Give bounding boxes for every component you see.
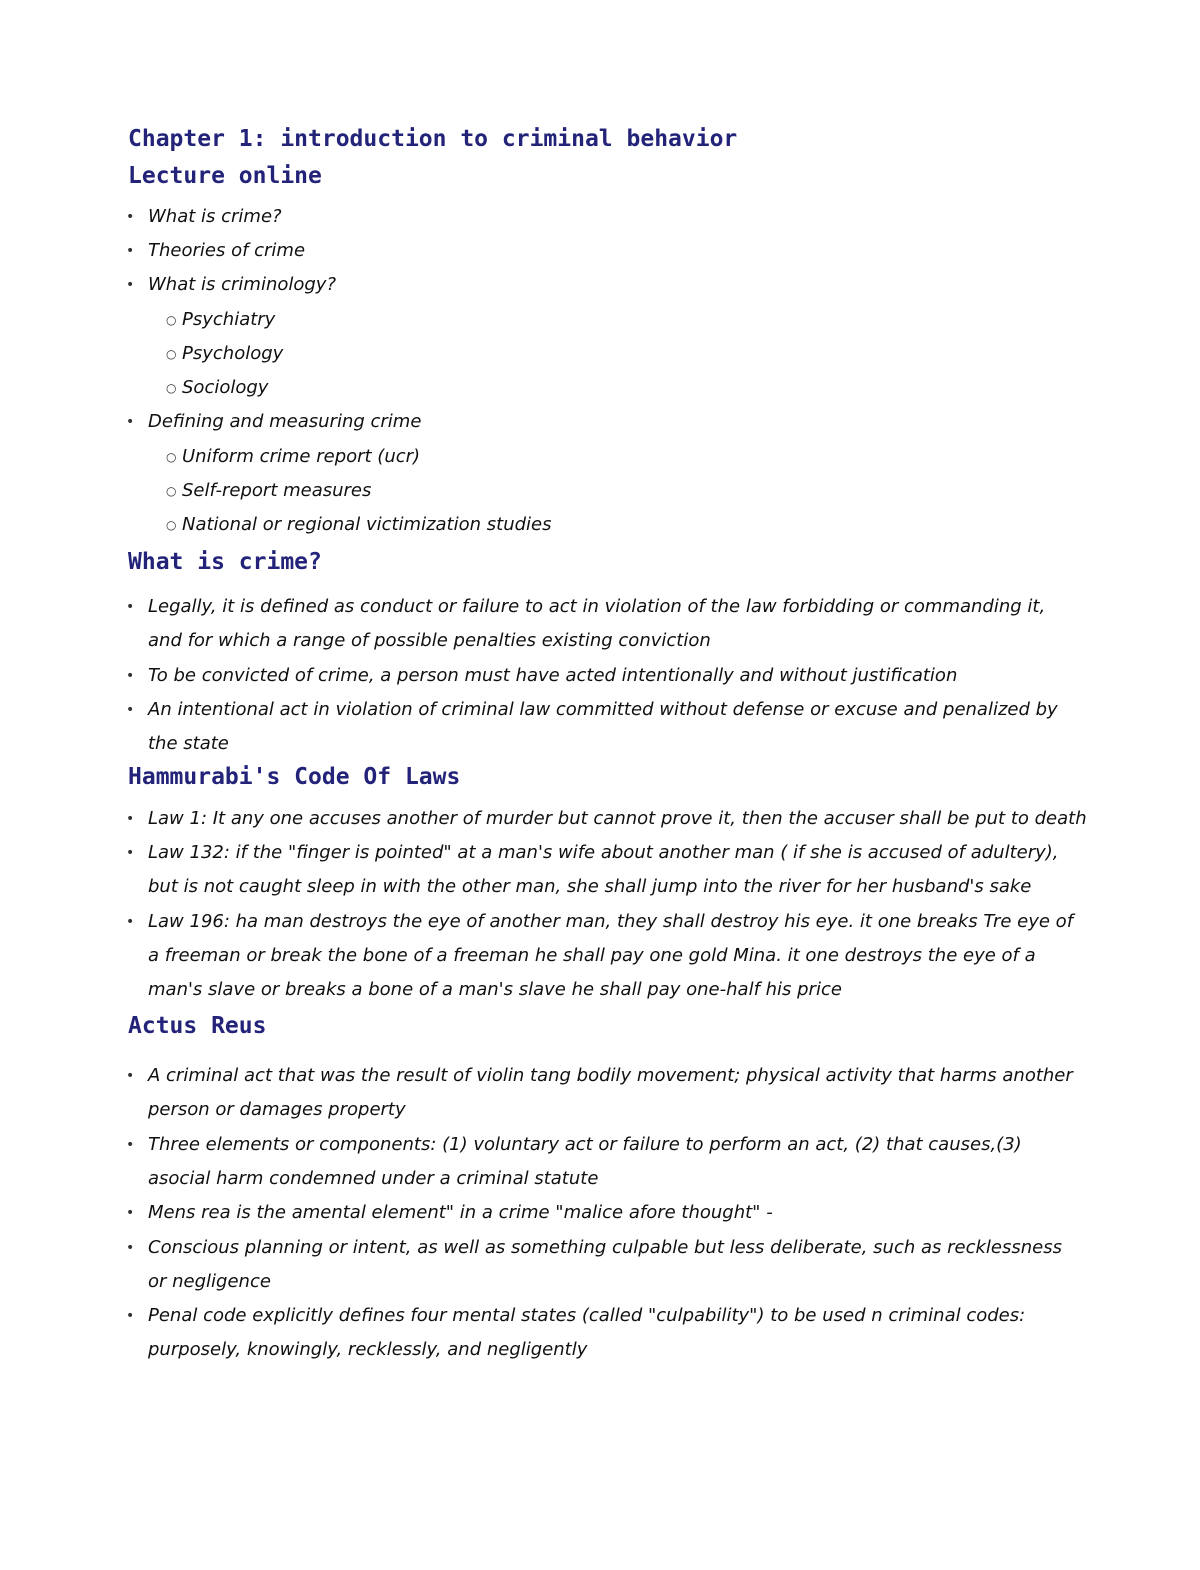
lecture-item: • What is crime? xyxy=(148,200,1078,234)
actus-item: • Three elements or components: (1) voluntary act or failure to perform an act, (2) that causes,(3) asocial harm condemned under a criminal statute xyxy=(148,1128,1078,1196)
lecture-subitem: ○ Sociology xyxy=(182,371,1082,405)
actus-item: • Mens rea is the amental element" in a crime "malice afore thought" - xyxy=(148,1196,1078,1230)
crime-item: • Legally, it is defined as conduct or failure to act in violation of the law forbidding or commanding it, and for which a range of possible penalties existing conviction xyxy=(148,590,1078,658)
bullet-icon: • xyxy=(126,1240,135,1256)
actus-item: • Conscious planning or intent, as well as something culpable but less deliberate, such as recklessness or negligence xyxy=(148,1231,1078,1299)
actus-item: • Penal code explicitly defines four mental states (called "culpability") to be used n criminal codes: purposely, knowingly, recklessly, and negligently xyxy=(148,1299,1078,1367)
bullet-icon: • xyxy=(126,414,135,430)
bullet-icon: • xyxy=(126,209,135,225)
lecture-subitem: ○ Psychiatry xyxy=(182,303,1082,337)
circle-bullet-icon: ○ xyxy=(166,381,177,395)
bullet-icon: • xyxy=(126,1205,135,1221)
lecture-subitem: ○ Self-report measures xyxy=(182,474,1082,508)
law-item: • Law 1: It any one accuses another of murder but cannot prove it, then the accuser shall be put to death xyxy=(148,802,1078,836)
bullet-icon: • xyxy=(126,1068,135,1084)
chapter-title: Chapter 1: introduction to criminal behavior xyxy=(128,126,738,152)
circle-bullet-icon: ○ xyxy=(166,450,177,464)
bullet-icon: • xyxy=(126,599,135,615)
circle-bullet-icon: ○ xyxy=(166,347,177,361)
circle-bullet-icon: ○ xyxy=(166,313,177,327)
circle-bullet-icon: ○ xyxy=(166,518,177,532)
hammurabi-heading: Hammurabi's Code Of Laws xyxy=(128,764,461,790)
actus-item: • A criminal act that was the result of violin tang bodily movement; physical activity that harms another person or damages property xyxy=(148,1059,1078,1127)
what-is-crime-heading: What is crime? xyxy=(128,549,322,575)
circle-bullet-icon: ○ xyxy=(166,484,177,498)
bullet-icon: • xyxy=(126,845,135,861)
lecture-subitem: ○ Psychology xyxy=(182,337,1082,371)
lecture-item: • Defining and measuring crime xyxy=(148,405,1078,439)
lecture-subitem: ○ National or regional victimization studies xyxy=(182,508,1082,542)
bullet-icon: • xyxy=(126,914,135,930)
bullet-icon: • xyxy=(126,1308,135,1324)
crime-item: • To be convicted of crime, a person must have acted intentionally and without justification xyxy=(148,659,1078,693)
bullet-icon: • xyxy=(126,277,135,293)
lecture-heading: Lecture online xyxy=(128,163,322,189)
bullet-icon: • xyxy=(126,1137,135,1153)
crime-item: • An intentional act in violation of criminal law committed without defense or excuse and penalized by the state xyxy=(148,693,1078,761)
bullet-icon: • xyxy=(126,702,135,718)
lecture-item: • What is criminology? xyxy=(148,268,1078,302)
law-item: • Law 196: ha man destroys the eye of another man, they shall destroy his eye. it one breaks Tre eye of a freeman or break the bone of a freeman he shall pay one gold Mina. it one destroys the eye of a man's slave or breaks a bone of a man's slave he shall pay one-half his price xyxy=(148,905,1078,1007)
actus-reus-heading: Actus Reus xyxy=(128,1013,267,1039)
bullet-icon: • xyxy=(126,811,135,827)
law-item: • Law 132: if the "finger is pointed" at a man's wife about another man ( if she is accused of adultery), but is not caught sleep in with the other man, she shall jump into the river for her husband's sake xyxy=(148,836,1078,904)
lecture-subitem: ○ Uniform crime report (ucr) xyxy=(182,440,1082,474)
bullet-icon: • xyxy=(126,668,135,684)
lecture-item: • Theories of crime xyxy=(148,234,1078,268)
bullet-icon: • xyxy=(126,243,135,259)
